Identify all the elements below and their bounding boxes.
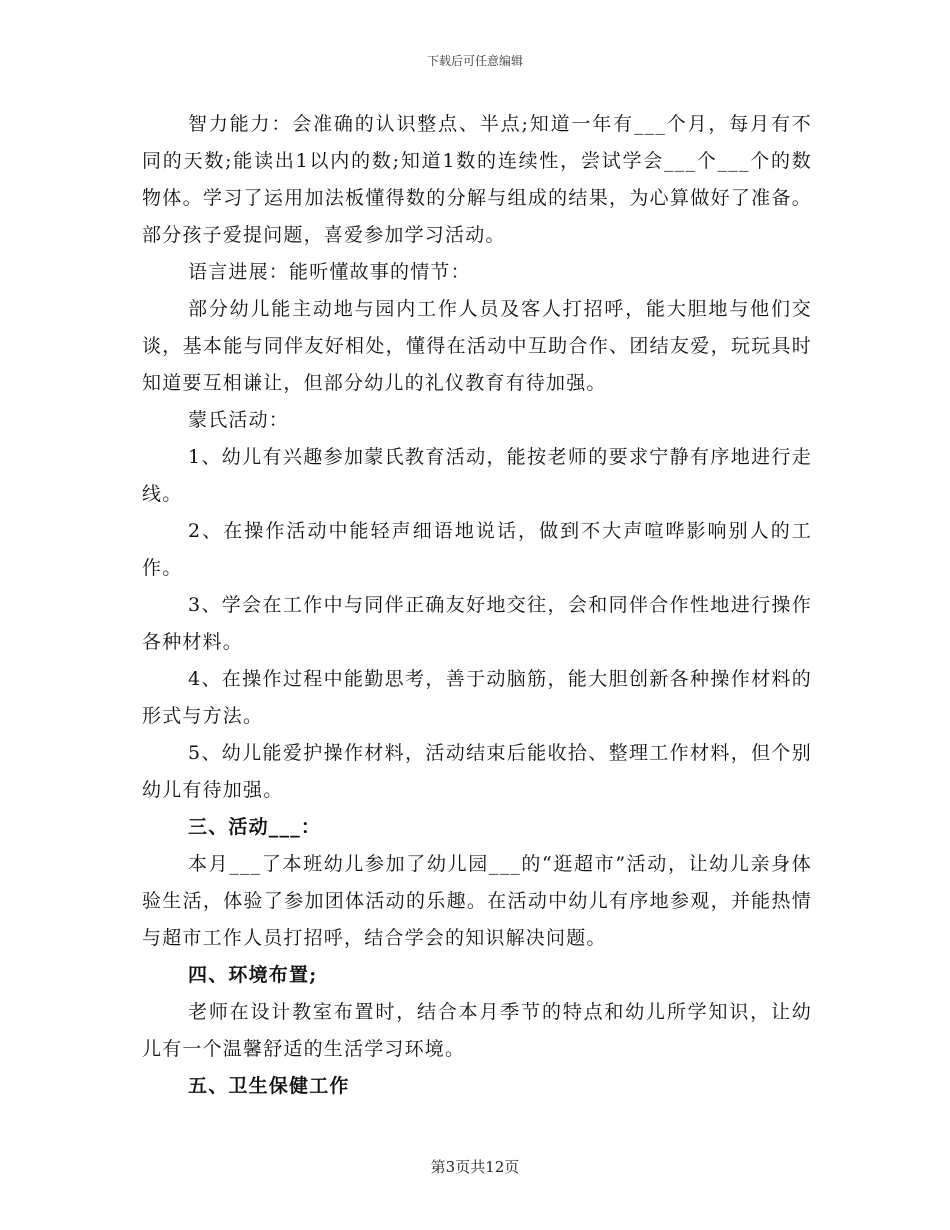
page-header: 下载后可任意编辑 [426, 54, 523, 68]
paragraph-intelligence: 智力能力：会准确的认识整点、半点;知道一年有___个月，每月有不同的天数;能读出1以内的数;知道1数的连续性，尝试学会___个___个的数物体。学习了运用加法板懂得数的分解与组成的结果，为心算做好了准备。部分孩子爱提问题，喜爱参加学习活动。 [142, 113, 812, 246]
document-body [142, 106, 812, 1105]
paragraph-montessori-1: 1、幼儿有兴趣参加蒙氏教育活动，能按老师的要求宁静有序地进行走线。 [142, 446, 812, 505]
page-number: 第3页共12页 [430, 1158, 520, 1176]
paragraph-language: 部分幼儿能主动地与园内工作人员及客人打招呼，能大胆地与他们交谈，基本能与同伴友好相处，懂得在活动中互助合作、团结友爱，玩玩具时知道要互相谦让，但部分幼儿的礼仪教育有待加强。 [142, 298, 812, 394]
paragraph-montessori-5: 5、幼儿能爱护操作材料，活动结束后能收拾、整理工作材料，但个别幼儿有待加强。 [142, 742, 812, 801]
section-heading-activity: 三、活动___： [188, 816, 322, 838]
paragraph-language-heading: 语言进展：能听懂故事的情节： [188, 261, 471, 283]
paragraph-environment: 老师在设计教室布置时，结合本月季节的特点和幼儿所学知识，让幼儿有一个温馨舒适的生活学习环境。 [142, 1001, 812, 1060]
section-heading-environment: 四、环境布置; [188, 964, 318, 986]
paragraph-activity: 本月___了本班幼儿参加了幼儿园___的“逛超市”活动，让幼儿亲身体验生活，体验了参加团体活动的乐趣。在活动中幼儿有序地参观，并能热情与超市工作人员打招呼，结合学会的知识解决问题。 [142, 853, 812, 949]
paragraph-montessori-2: 2、在操作活动中能轻声细语地说话，做到不大声喧哗影响别人的工作。 [142, 520, 812, 579]
paragraph-montessori-heading: 蒙氏活动： [188, 409, 290, 431]
section-heading-health: 五、卫生保健工作 [188, 1075, 350, 1097]
paragraph-montessori-3: 3、学会在工作中与同伴正确友好地交往，会和同伴合作性地进行操作各种材料。 [142, 594, 812, 653]
paragraph-montessori-4: 4、在操作过程中能勤思考，善于动脑筋，能大胆创新各种操作材料的形式与方法。 [142, 668, 812, 727]
